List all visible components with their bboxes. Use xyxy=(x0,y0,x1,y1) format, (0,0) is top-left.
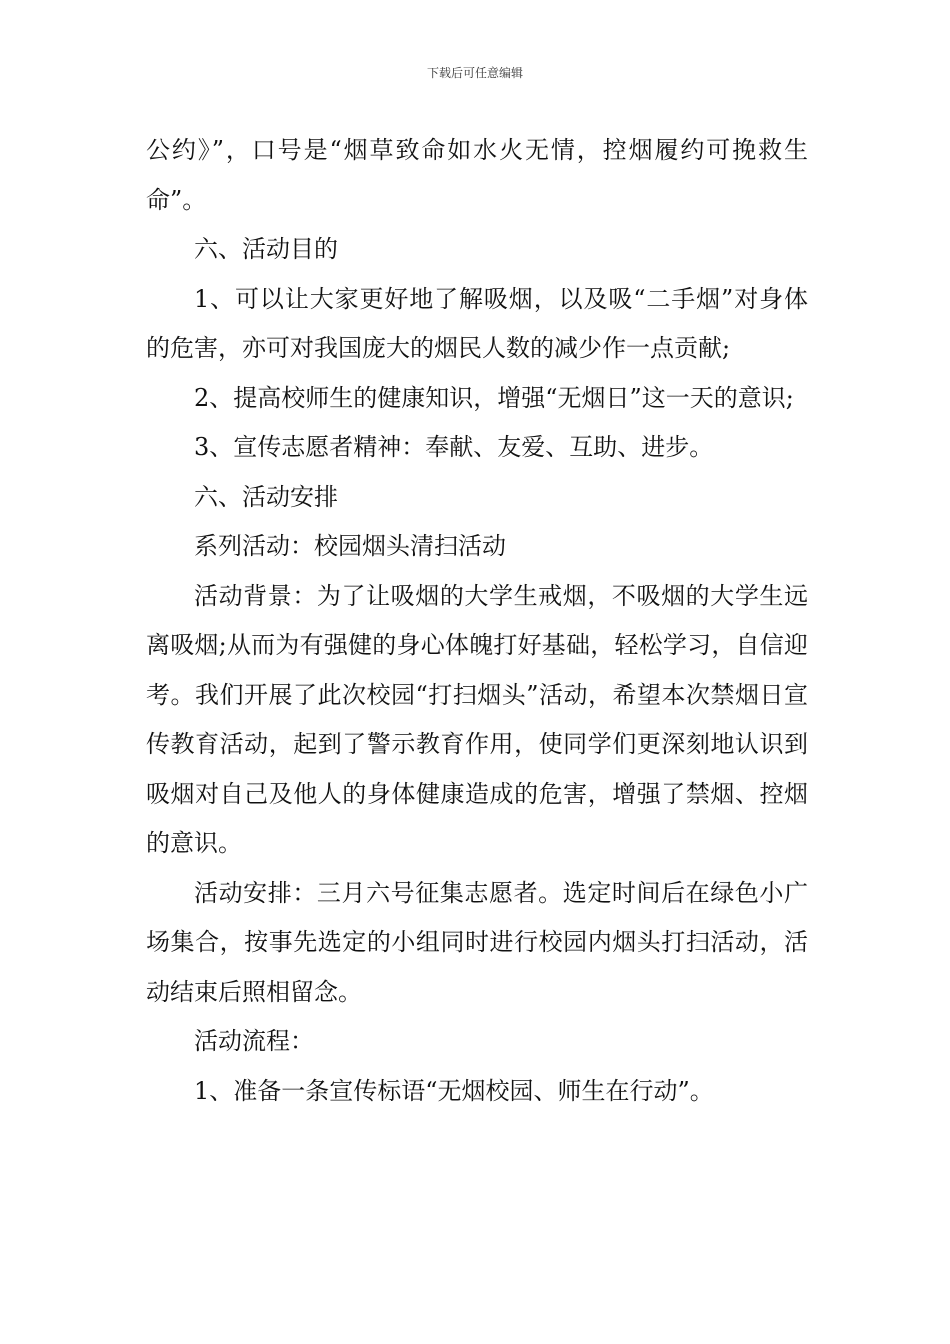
paragraph-activity-background: 活动背景：为了让吸烟的大学生戒烟，不吸烟的大学生远离吸烟;从而为有强健的身心体魄打好基础，轻松学习，自信迎考。我们开展了此次校园“打扫烟头”活动，希望本次禁烟日宣传教育活动，起到了警示教育作用，使同学们更深刻地认识到吸烟对自己及他人的身体健康造成的危害，增强了禁烟、控烟的意识。 xyxy=(146,581,808,857)
heading-activity-arrangement: 六、活动安排 xyxy=(194,482,338,511)
page-header: 下载后可任意编辑 xyxy=(426,66,523,80)
document-body xyxy=(146,126,808,1116)
heading-activity-process: 活动流程： xyxy=(194,1027,314,1055)
heading-activity-purpose: 六、活动目的 xyxy=(194,235,338,263)
paragraph-purpose-2: 2、提高校师生的健康知识，增强“无烟日”这一天的意识; xyxy=(194,383,794,412)
paragraph-activity-schedule: 活动安排：三月六号征集志愿者。选定时间后在绿色小广场集合，按事先选定的小组同时进行校园内烟头打扫活动，活动结束后照相留念。 xyxy=(146,878,808,1006)
paragraph-slogan: 公约》”，口号是“烟草致命如水火无情，控烟履约可挽救生命”。 xyxy=(146,136,808,214)
paragraph-purpose-1: 1、可以让大家更好地了解吸烟，以及吸“二手烟”对身体的危害，亦可对我国庞大的烟民人数的减少作一点贡献; xyxy=(146,284,808,362)
paragraph-purpose-3: 3、宣传志愿者精神：奉献、友爱、互助、进步。 xyxy=(194,433,714,461)
paragraph-process-step-1: 1、准备一条宣传标语“无烟校园、师生在行动”。 xyxy=(194,1076,714,1105)
paragraph-series-activity: 系列活动：校园烟头清扫活动 xyxy=(194,532,506,560)
